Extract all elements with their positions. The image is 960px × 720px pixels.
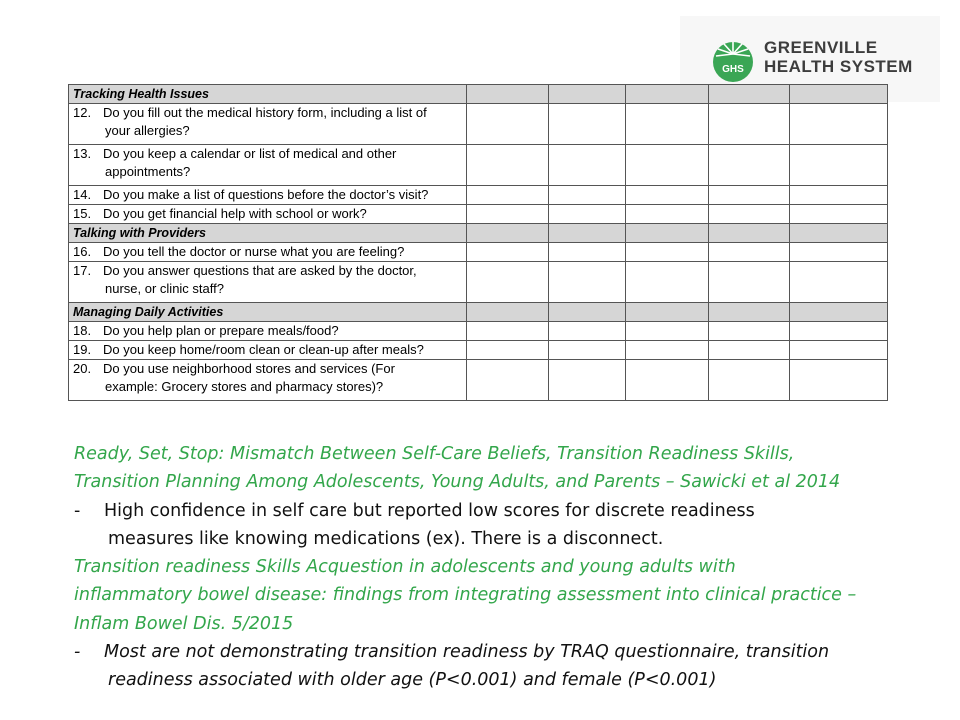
response-cell[interactable] (467, 145, 549, 186)
question-row (69, 205, 888, 224)
response-cell[interactable] (790, 205, 888, 224)
response-cell[interactable] (709, 360, 790, 401)
question-number: 15. (73, 206, 92, 221)
question-cell (69, 145, 467, 186)
reference-1-line-2: Transition Planning Among Adolescents, Young Adults, and Parents – Sawicki et al 2014 (74, 472, 841, 493)
response-cell[interactable] (709, 341, 790, 360)
response-cell[interactable] (467, 341, 549, 360)
question-cell (69, 262, 467, 303)
response-cell (790, 85, 888, 104)
question-line-2: appointments? (105, 164, 191, 179)
question-text: Do you keep a calendar or list of medical and other (103, 146, 397, 161)
response-cell (467, 224, 549, 243)
logo-wordmark (764, 38, 913, 76)
response-cell[interactable] (549, 145, 626, 186)
response-cell[interactable] (549, 341, 626, 360)
bullet-2-line-1: Most are not demonstrating transition readiness by TRAQ questionnaire, transition (104, 642, 830, 663)
response-cell[interactable] (790, 145, 888, 186)
response-cell (549, 224, 626, 243)
reference-2-line-3: Inflam Bowel Dis. 5/2015 (74, 613, 294, 634)
question-cell (69, 360, 467, 401)
question-line-1 (73, 341, 466, 359)
question-line-2: your allergies? (105, 123, 190, 138)
logo-line-2: HEALTH SYSTEM (764, 57, 913, 76)
response-cell[interactable] (709, 104, 790, 145)
question-row (69, 243, 888, 262)
response-cell[interactable] (790, 322, 888, 341)
question-line-1 (73, 262, 466, 280)
question-text: Do you tell the doctor or nurse what you are feeling? (103, 244, 405, 259)
question-text: Do you use neighborhood stores and services (For (103, 361, 395, 376)
reference-2-line-1: Transition readiness Skills Acquestion in adolescents and young adults with (74, 557, 736, 578)
response-cell[interactable] (549, 104, 626, 145)
question-line-1 (73, 360, 466, 378)
logo-badge: GHS (722, 64, 744, 75)
response-cell (549, 85, 626, 104)
section-row (69, 85, 888, 104)
response-cell[interactable] (626, 104, 709, 145)
response-cell[interactable] (467, 262, 549, 303)
bullet-2 (74, 638, 954, 666)
response-cell[interactable] (626, 322, 709, 341)
bullet-1 (74, 497, 954, 525)
response-cell[interactable] (549, 322, 626, 341)
question-cell (69, 104, 467, 145)
question-number: 16. (73, 244, 92, 259)
question-number: 20. (73, 361, 92, 376)
response-cell[interactable] (626, 145, 709, 186)
question-row (69, 322, 888, 341)
question-line-1 (73, 186, 466, 204)
section-label: Managing Daily Activities (69, 303, 467, 322)
question-text: Do you make a list of questions before the doctor’s visit? (103, 187, 429, 202)
question-cell (69, 243, 467, 262)
section-label: Tracking Health Issues (69, 85, 467, 104)
response-cell[interactable] (709, 243, 790, 262)
response-cell[interactable] (467, 322, 549, 341)
ghs-logo-mark-icon (708, 32, 758, 84)
section-row (69, 303, 888, 322)
question-number: 18. (73, 323, 92, 338)
response-cell[interactable] (467, 243, 549, 262)
questionnaire-table (68, 84, 888, 401)
question-text: Do you keep home/room clean or clean-up after meals? (103, 342, 424, 357)
question-text: Do you help plan or prepare meals/food? (103, 323, 339, 338)
question-line-1 (73, 104, 466, 122)
bullet-2-line-2: readiness associated with older age (P<0.001) and female (P<0.001) (108, 670, 717, 691)
question-row (69, 341, 888, 360)
response-cell[interactable] (467, 205, 549, 224)
response-cell (549, 303, 626, 322)
question-text: Do you get financial help with school or work? (103, 206, 367, 221)
response-cell[interactable] (467, 360, 549, 401)
response-cell[interactable] (626, 360, 709, 401)
question-row (69, 262, 888, 303)
reference-1-line-1: Ready, Set, Stop: Mismatch Between Self-Care Beliefs, Transition Readiness Skills, (74, 444, 795, 464)
section-row (69, 224, 888, 243)
logo-line-1: GREENVILLE (764, 38, 878, 57)
response-cell[interactable] (709, 145, 790, 186)
response-cell[interactable] (467, 104, 549, 145)
question-cell (69, 322, 467, 341)
response-cell[interactable] (709, 205, 790, 224)
question-number: 17. (73, 263, 92, 278)
response-cell[interactable] (790, 341, 888, 360)
question-line-1 (73, 205, 466, 223)
response-cell (626, 303, 709, 322)
response-cell[interactable] (709, 262, 790, 303)
question-line-2: nurse, or clinic staff? (105, 281, 224, 296)
response-cell[interactable] (626, 262, 709, 303)
response-cell (467, 303, 549, 322)
question-cell (69, 205, 467, 224)
response-cell[interactable] (549, 243, 626, 262)
question-row (69, 186, 888, 205)
bullet-1-dash: - (74, 500, 81, 521)
response-cell[interactable] (549, 186, 626, 205)
question-number: 19. (73, 342, 92, 357)
question-line-2: example: Grocery stores and pharmacy stores)? (105, 379, 384, 394)
question-text: Do you fill out the medical history form, including a list of (103, 105, 427, 120)
bullet-1-line-1: High confidence in self care but reported low scores for discrete readiness (104, 500, 755, 521)
bullet-2-dash: - (74, 642, 81, 663)
response-cell[interactable] (549, 360, 626, 401)
response-cell (626, 224, 709, 243)
question-number: 12. (73, 105, 92, 120)
response-cell (790, 224, 888, 243)
question-line-1 (73, 322, 466, 340)
question-cell (69, 341, 467, 360)
response-cell (626, 85, 709, 104)
question-line-1 (73, 145, 466, 163)
response-cell (709, 303, 790, 322)
response-cell[interactable] (790, 104, 888, 145)
response-cell (709, 224, 790, 243)
response-cell (790, 303, 888, 322)
section-label: Talking with Providers (69, 224, 467, 243)
response-cell[interactable] (790, 360, 888, 401)
response-cell[interactable] (790, 262, 888, 303)
question-cell (69, 186, 467, 205)
response-cell[interactable] (709, 322, 790, 341)
question-number: 13. (73, 146, 92, 161)
question-row (69, 104, 888, 145)
response-cell[interactable] (626, 205, 709, 224)
question-number: 14. (73, 187, 92, 202)
response-cell[interactable] (549, 205, 626, 224)
response-cell[interactable] (467, 186, 549, 205)
question-row (69, 360, 888, 401)
notes-block (74, 440, 954, 695)
response-cell[interactable] (709, 186, 790, 205)
question-row (69, 145, 888, 186)
response-cell[interactable] (790, 186, 888, 205)
reference-2-line-2: inflammatory bowel disease: findings from integrating assessment into clinical practice – (74, 585, 857, 606)
question-line-1 (73, 243, 466, 261)
response-cell[interactable] (626, 341, 709, 360)
response-cell (467, 85, 549, 104)
response-cell[interactable] (549, 262, 626, 303)
response-cell (709, 85, 790, 104)
response-cell[interactable] (790, 243, 888, 262)
question-text: Do you answer questions that are asked by the doctor, (103, 263, 417, 278)
response-cell[interactable] (626, 243, 709, 262)
response-cell[interactable] (626, 186, 709, 205)
bullet-1-line-2: measures like knowing medications (ex). There is a disconnect. (108, 528, 664, 549)
